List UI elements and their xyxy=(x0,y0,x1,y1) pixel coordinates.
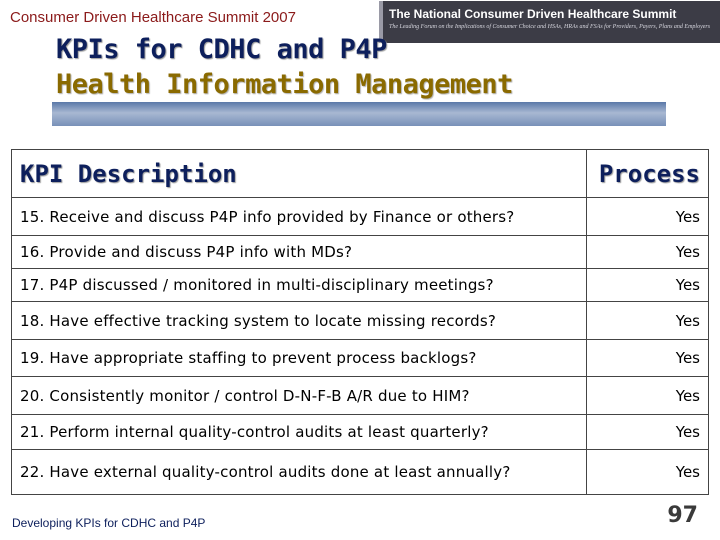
table-row xyxy=(12,340,709,377)
kpi-description: 20. Consistently monitor / control D-N-F-B A/R due to HIM? xyxy=(12,377,587,415)
banner-title: The National Consumer Driven Healthcare Summit xyxy=(389,7,677,21)
title-divider-bar xyxy=(52,102,666,126)
kpi-process-value: Yes xyxy=(587,415,709,450)
kpi-description: 18. Have effective tracking system to locate missing records? xyxy=(12,302,587,340)
page-number: 97 xyxy=(667,503,698,528)
kpi-process-value: Yes xyxy=(587,198,709,236)
slide-subtitle: Health Information Management xyxy=(56,69,513,100)
kpi-process-value: Yes xyxy=(675,463,700,481)
kpi-description: 19. Have appropriate staffing to prevent process backlogs? xyxy=(12,340,587,377)
slide-title: KPIs for CDHC and P4P xyxy=(56,34,387,65)
table-row xyxy=(12,269,709,302)
table-row xyxy=(12,415,709,450)
summit-banner xyxy=(379,1,720,43)
kpi-description: 17. P4P discussed / monitored in multi-disciplinary meetings? xyxy=(12,269,587,302)
kpi-description: 16. Provide and discuss P4P info with MDs? xyxy=(12,236,587,269)
kpi-process-value: Yes xyxy=(587,377,709,415)
column-header-description: KPI Description xyxy=(12,150,587,198)
kpi-description: 21. Perform internal quality-control audits at least quarterly? xyxy=(12,415,587,450)
kpi-process-value: Yes xyxy=(587,269,709,302)
table-row xyxy=(12,198,709,236)
table-row xyxy=(12,450,709,495)
summit-label: Consumer Driven Healthcare Summit 2007 xyxy=(10,9,296,26)
kpi-process-value: Yes xyxy=(587,236,709,269)
column-header-process: Process xyxy=(587,150,709,198)
table-row xyxy=(12,236,709,269)
kpi-process-value: Yes xyxy=(587,302,709,340)
table-row xyxy=(12,377,709,415)
table-header-row xyxy=(12,150,709,198)
kpi-description: 15. Receive and discuss P4P info provided by Finance or others? xyxy=(12,198,587,236)
kpi-table xyxy=(11,149,709,495)
table-row xyxy=(12,302,709,340)
kpi-process-value: Yes xyxy=(587,340,709,377)
footer-text: Developing KPIs for CDHC and P4P xyxy=(12,516,206,530)
banner-subtitle: The Leading Forum on the Implications of Consumer Choice and HSAs, HRAs and FSAs for Providers, Payers, Plans and Employers xyxy=(389,24,711,30)
kpi-description: 22. Have external quality-control audits done at least annually? xyxy=(12,450,587,495)
